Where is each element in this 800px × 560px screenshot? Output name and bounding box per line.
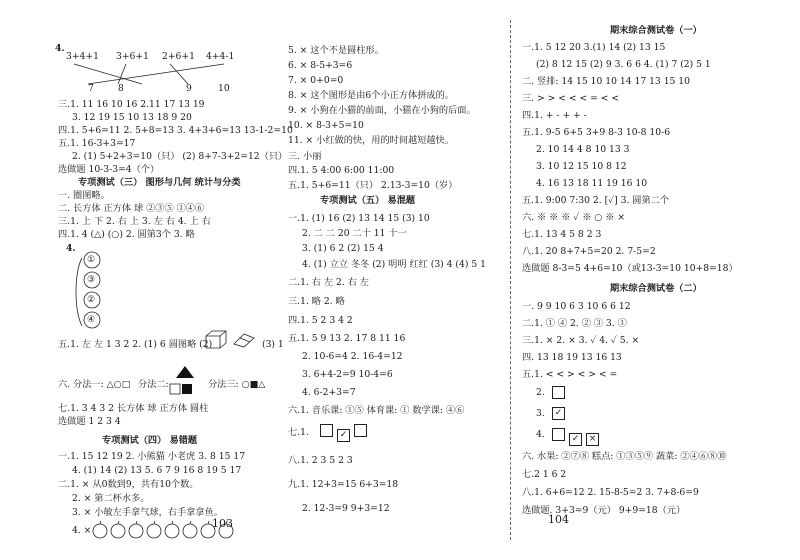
empty-box — [320, 424, 333, 437]
answer-line: 2. × 第二杯水多。 — [72, 493, 150, 504]
answer-line: 4. × — [72, 525, 92, 536]
answer-line: (3) 1 — [262, 339, 284, 350]
answer-line: 一. 圈图略。 — [58, 190, 110, 201]
answer-line: 9. × 小狗在小猫的前面，小猫在小狗的后面。 — [288, 105, 476, 116]
section-title-test-5: 专项测试（五） 易混题 — [320, 195, 416, 206]
answer-line: 选做题 1 2 3 4 — [58, 416, 121, 427]
answer-line: 六. 水果: ②⑦⑧ 糕点: ①③⑤⑨ 蔬菜: ②④⑥⑧⑩ — [522, 451, 727, 462]
section-title-test-4: 专项测试（四） 易错题 — [102, 435, 198, 446]
answer-line: 五.1. 9:00 7:30 2. [✓] 3. 圆第二个 — [522, 195, 670, 206]
answer-line: 2. 二 二 20 二十 11 十一 — [302, 228, 407, 239]
answer-line: 五.1. < < > < > < = — [522, 369, 618, 380]
answer-line: 九.1. 12+3=15 6+3=18 — [288, 479, 399, 490]
classify-method-3: 分法三: ○■△ — [208, 379, 266, 390]
answer-line: 选做题 8-3=5 4+6=10（或13-3=10 10+8=18） — [522, 263, 738, 274]
empty-box — [552, 428, 565, 441]
crossed-box: × — [586, 433, 599, 446]
answer-line: 10. × 8-3+5=10 — [288, 120, 364, 131]
answer-line: 5. × 这个不是圆柱形。 — [288, 45, 384, 56]
answer-line: 3. (1) 6 2 (2) 15 4 — [302, 243, 384, 254]
circled-number: ① — [87, 254, 96, 265]
answer-line: 二. 竖排: 14 15 10 10 14 17 13 15 10 — [522, 76, 690, 87]
answer-line: 七.1. — [288, 427, 309, 438]
answer-line: 2. (1) 5+2+3=10（只） (2) 8+7-3+2=12（只） — [72, 151, 288, 162]
answer-line: 五.1. 9-5 6+5 3+9 8-3 10-8 10-6 — [522, 127, 671, 138]
answer-line: 11. × 小红做的快，用的时间越短越快。 — [288, 135, 454, 146]
answer-line: 四.1. + - + + - — [522, 110, 587, 121]
circled-number: ③ — [87, 274, 96, 285]
checked-box: ✓ — [552, 407, 565, 420]
answer-line: 2. 10-6=4 2. 16-4=12 — [302, 351, 403, 362]
q4-expr-4: 4+4-1 — [206, 51, 235, 62]
classify-method-1: 六. 分法一: △○□ — [58, 379, 131, 390]
empty-box — [552, 386, 565, 399]
answer-line: 一.1. 5 12 20 3.(1) 14 (2) 13 15 — [522, 42, 666, 53]
answer-line: 一.1. 15 12 19 2. 小熊猫 小老虎 3. 8 15 17 — [58, 451, 246, 462]
answer-line: 五.1. 5 9 13 2. 17 8 11 16 — [288, 333, 406, 344]
answer-line: 六. ※ ※ ※ ✓ ※ ○ ※ × — [522, 212, 626, 223]
answer-line: 3. 10 12 15 10 8 12 — [536, 161, 627, 172]
shape-group-icon — [168, 364, 194, 398]
page-number-right: 104 — [548, 513, 569, 526]
answer-line: 七.1. 13 4 5 8 2 3 — [522, 229, 602, 240]
answer-line: 3. — [536, 408, 545, 419]
answer-line: 一. 9 9 10 6 3 10 6 6 12 — [522, 301, 631, 312]
q4-result-1: 7 — [88, 83, 94, 94]
answer-line: 4. — [536, 429, 545, 440]
q4-result-2: 8 — [118, 83, 124, 94]
checked-box: ✓ — [569, 433, 582, 446]
answer-line: 4. (1) 14 (2) 13 5. 6 7 9 16 8 19 5 17 — [72, 465, 242, 476]
answer-line: 三.1. 上 下 2. 右 上 3. 左 右 4. 上 右 — [58, 216, 211, 227]
answer-line: 一.1. (1) 16 (2) 13 14 15 (3) 10 — [288, 213, 430, 224]
answer-line: 二. 长方体 正方体 球 ②③⑤ ①④⑥ — [58, 203, 205, 214]
answer-line: 7. × 0+0=0 — [288, 75, 344, 86]
circled-number: ② — [87, 294, 96, 305]
eraser-icon — [232, 332, 256, 348]
answer-line: 五.1. 5+6=11（只） 2.13-3=10（岁） — [288, 180, 458, 191]
answer-line: 2. 12-3=9 9+3=12 — [302, 503, 390, 514]
exam-title-1: 期末综合测试卷（一） — [610, 25, 702, 36]
answer-line: 3. × 小敏左手拿气球，右手拿拿鱼。 — [72, 507, 223, 518]
q4b-label: 4. — [66, 243, 76, 254]
right-page — [400, 0, 800, 560]
answer-line: 三.1. 略 2. 略 — [288, 296, 345, 307]
classify-method-2: 分法二: — [138, 379, 169, 390]
answer-line: 二.1. 右 左 2. 右 左 — [288, 277, 369, 288]
answer-line: 二.1. × 从0数到9，共有10个数。 — [58, 479, 199, 490]
q4-label: 4. — [55, 43, 65, 54]
answer-line: 3. 12 19 15 10 13 18 9 20 — [72, 112, 192, 123]
answer-line: 八.1. 20 8+7+5=20 2. 7-5=2 — [522, 246, 656, 257]
answer-line: 六.1. 音乐课: ①⑤ 体育课: ① 数学课: ④⑥ — [288, 405, 465, 416]
q4-expr-3: 2+6+1 — [162, 51, 195, 62]
answer-line: 2. — [536, 387, 545, 398]
answer-line: 七.1. 3 4 3 2 长方体 球 正方体 圆柱 — [58, 403, 209, 414]
q4-result-4: 10 — [218, 83, 230, 94]
q4-expr-1: 3+4+1 — [66, 51, 99, 62]
answer-line: (2) 8 12 15 (2) 9 3. 6 6 4. (1) 7 (2) 5 1 — [536, 59, 711, 70]
circled-number: ④ — [87, 314, 96, 325]
answer-line: 三.1. × 2. × 3. ✓ 4. ✓ 5. × — [522, 335, 640, 346]
answer-line: 八.1. 6+6=12 2. 15-8-5=2 3. 7+8-6=9 — [522, 487, 699, 498]
answer-line: 四.1. 4 (△) (○) 2. 圆第3个 3. 略 — [58, 229, 195, 240]
empty-box — [354, 424, 367, 437]
exam-title-2: 期末综合测试卷（二） — [610, 283, 702, 294]
answer-line: 4. (1) 立立 冬冬 (2) 明明 红红 (3) 4 (4) 5 1 — [302, 259, 486, 270]
answer-line: 2. 10 14 4 8 10 13 3 — [536, 144, 630, 155]
answer-line: 五.1. 16-3+3=17 — [58, 138, 136, 149]
answer-line: 三.1. 11 16 10 16 2.11 17 13 19 — [58, 99, 205, 110]
answer-line: 七.2 1 6 2 — [522, 469, 567, 480]
answer-line: 4. 16 13 18 11 19 16 10 — [536, 178, 648, 189]
answer-line: 四.1. 5 4:00 6:00 11:00 — [288, 165, 395, 176]
answer-line: 8. × 这个图形是由6个小正方体拼成的。 — [288, 90, 454, 101]
answer-line: 三. 小丽 — [288, 151, 322, 162]
answer-line: 选做题. 3+3=9（元） 9+9=18（元） — [522, 505, 686, 516]
answer-line: 八.1. 2 3 5 2 3 — [288, 455, 353, 466]
q4-result-3: 9 — [186, 83, 192, 94]
answer-line: 四.1. 5 2 3 4 2 — [288, 315, 353, 326]
q4-expr-2: 3+6+1 — [116, 51, 149, 62]
answer-line: 3. 6+4-2=9 10-4=6 — [302, 369, 393, 380]
answer-line: 选做题 10-3-3=4（个） — [58, 164, 160, 175]
page-number-left: 103 — [212, 517, 233, 530]
answer-line: 二.1. ① ④ 2. ② ③ 3. ① — [522, 318, 627, 329]
answer-line: 6. × 8-5+3=6 — [288, 60, 353, 71]
choice-boxes — [320, 424, 371, 442]
answer-line: 4. 6-2+3=7 — [302, 387, 356, 398]
answer-line: 三. > > < < < = < < — [522, 93, 620, 104]
cuboid-icon — [204, 330, 228, 350]
checked-box: ✓ — [337, 429, 350, 442]
answer-line: 四. 13 18 19 13 16 13 — [522, 352, 622, 363]
answer-line: 五.1. 左 左 1 3 2 2. (1) 6 圆图略 (2) — [58, 339, 213, 350]
section-title-test-3: 专项测试（三） 图形与几何 统计与分类 — [78, 177, 241, 188]
choice-boxes — [552, 428, 603, 446]
answer-line: 四.1. 5+6=11 2. 5+8=13 3. 4+3+6=13 13-1-2=10 — [58, 125, 293, 136]
